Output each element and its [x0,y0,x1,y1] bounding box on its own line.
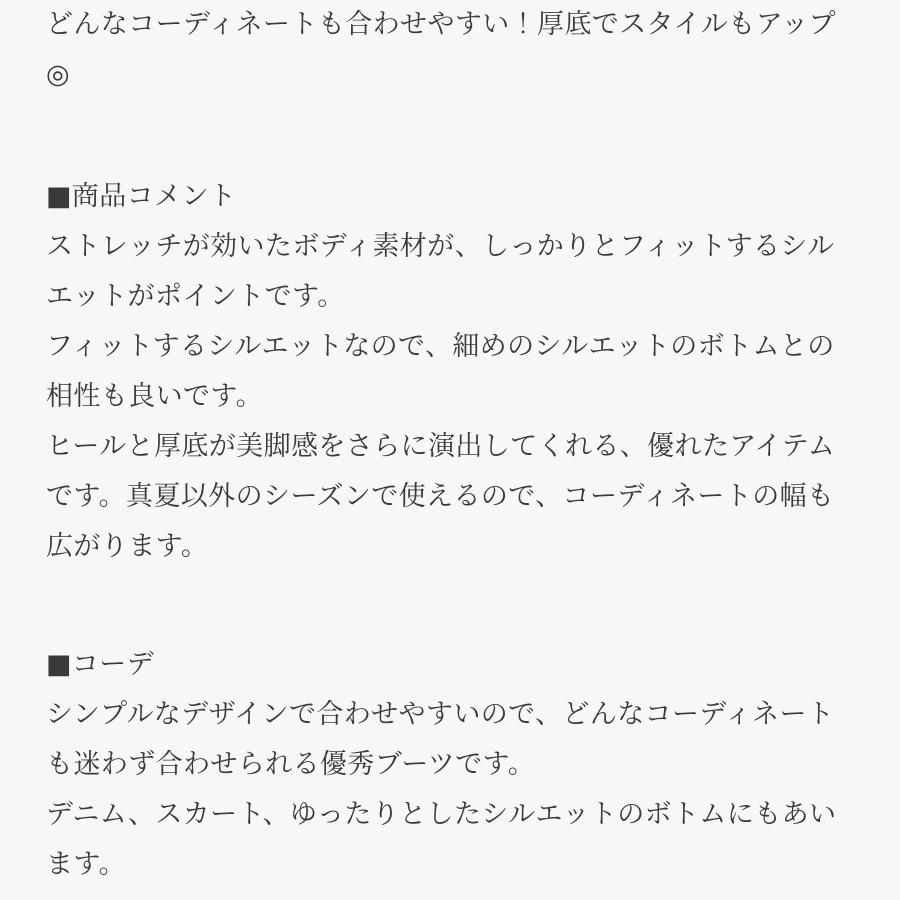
product-comment-paragraph-2: フィットするシルエットなので、細めのシルエットのボトムとの相性も良いです。 [46,331,835,412]
intro-paragraph: どんなコーディネートも合わせやすい！厚底でスタイルもアップ◎ [46,9,837,90]
section-spacer-2 [46,572,838,640]
product-comment-paragraph-3: ヒールと厚底が美脚感をさらに演出してくれる、優れたアイテムです。真夏以外のシーズンで使えるので、コーディネートの幅も広がります。 [46,431,836,562]
product-comment-paragraph-1: ストレッチが効いたボディ素材が、しっかりとフィットするシルエットがポイントです。 [46,231,835,312]
coordinate-paragraph-2: デニム、スカート、ゆったりとしたシルエットのボトムにもあいます。 [46,799,837,880]
coordinate-paragraph-1: シンプルなデザインで合わせやすいので、どんなコーディネートも迷わず合わせられる優秀ブーツです。 [46,699,835,780]
section-heading-coordinate: ■コーデ [46,649,155,680]
section-heading-product-comment: ■商品コメント [46,181,237,212]
section-spacer-1 [46,100,838,172]
